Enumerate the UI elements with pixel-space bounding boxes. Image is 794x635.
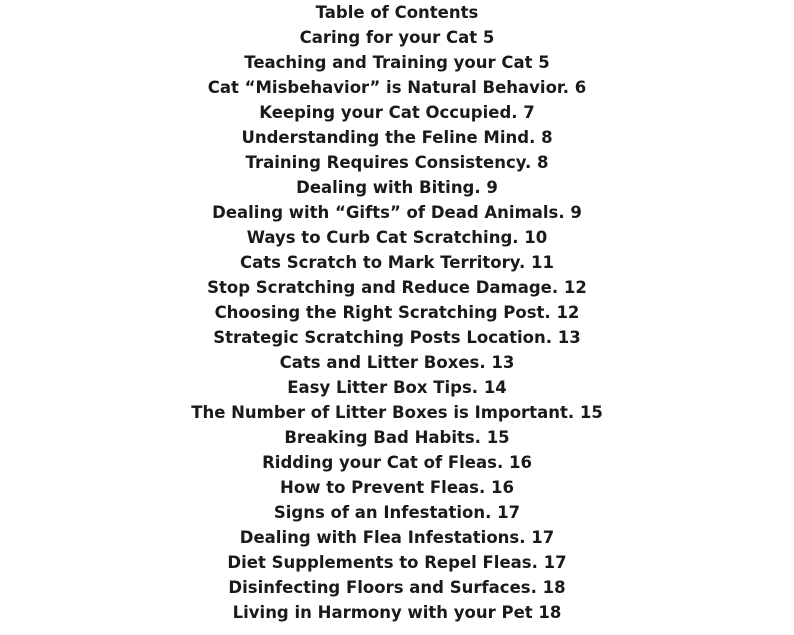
- toc-entry: Teaching and Training your Cat 5: [244, 53, 550, 72]
- toc-entry: Cats Scratch to Mark Territory. 11: [240, 253, 554, 272]
- toc-entry: Living in Harmony with your Pet 18: [232, 603, 562, 622]
- toc-entry: Caring for your Cat 5: [299, 28, 495, 47]
- toc-entry: Cats and Litter Boxes. 13: [279, 353, 515, 372]
- toc-entry: Disinfecting Floors and Surfaces. 18: [228, 578, 566, 597]
- toc-entry: Breaking Bad Habits. 15: [284, 428, 510, 447]
- toc-entry: Ridding your Cat of Fleas. 16: [262, 453, 532, 472]
- toc-entry: Easy Litter Box Tips. 14: [287, 378, 507, 397]
- toc-entry: Cat “Misbehavior” is Natural Behavior. 6: [207, 78, 587, 97]
- toc-entry: Dealing with “Gifts” of Dead Animals. 9: [212, 203, 582, 222]
- toc-title: Table of Contents: [315, 3, 479, 22]
- toc-entry: The Number of Litter Boxes is Important. 15: [191, 403, 603, 422]
- toc-entry: Ways to Curb Cat Scratching. 10: [246, 228, 548, 247]
- toc-entry: Signs of an Infestation. 17: [273, 503, 521, 522]
- toc-entry: Training Requires Consistency. 8: [245, 153, 549, 172]
- toc-entry: Choosing the Right Scratching Post. 12: [214, 303, 580, 322]
- toc-entry: Stop Scratching and Reduce Damage. 12: [207, 278, 587, 297]
- toc-entry: Strategic Scratching Posts Location. 13: [213, 328, 581, 347]
- toc-entry: Dealing with Biting. 9: [296, 178, 498, 197]
- toc-entry: How to Prevent Fleas. 16: [280, 478, 514, 497]
- toc-entry: Understanding the Feline Mind. 8: [241, 128, 553, 147]
- toc-entry: Dealing with Flea Infestations. 17: [239, 528, 555, 547]
- toc-entry: Diet Supplements to Repel Fleas. 17: [227, 553, 567, 572]
- toc-entry: Keeping your Cat Occupied. 7: [259, 103, 535, 122]
